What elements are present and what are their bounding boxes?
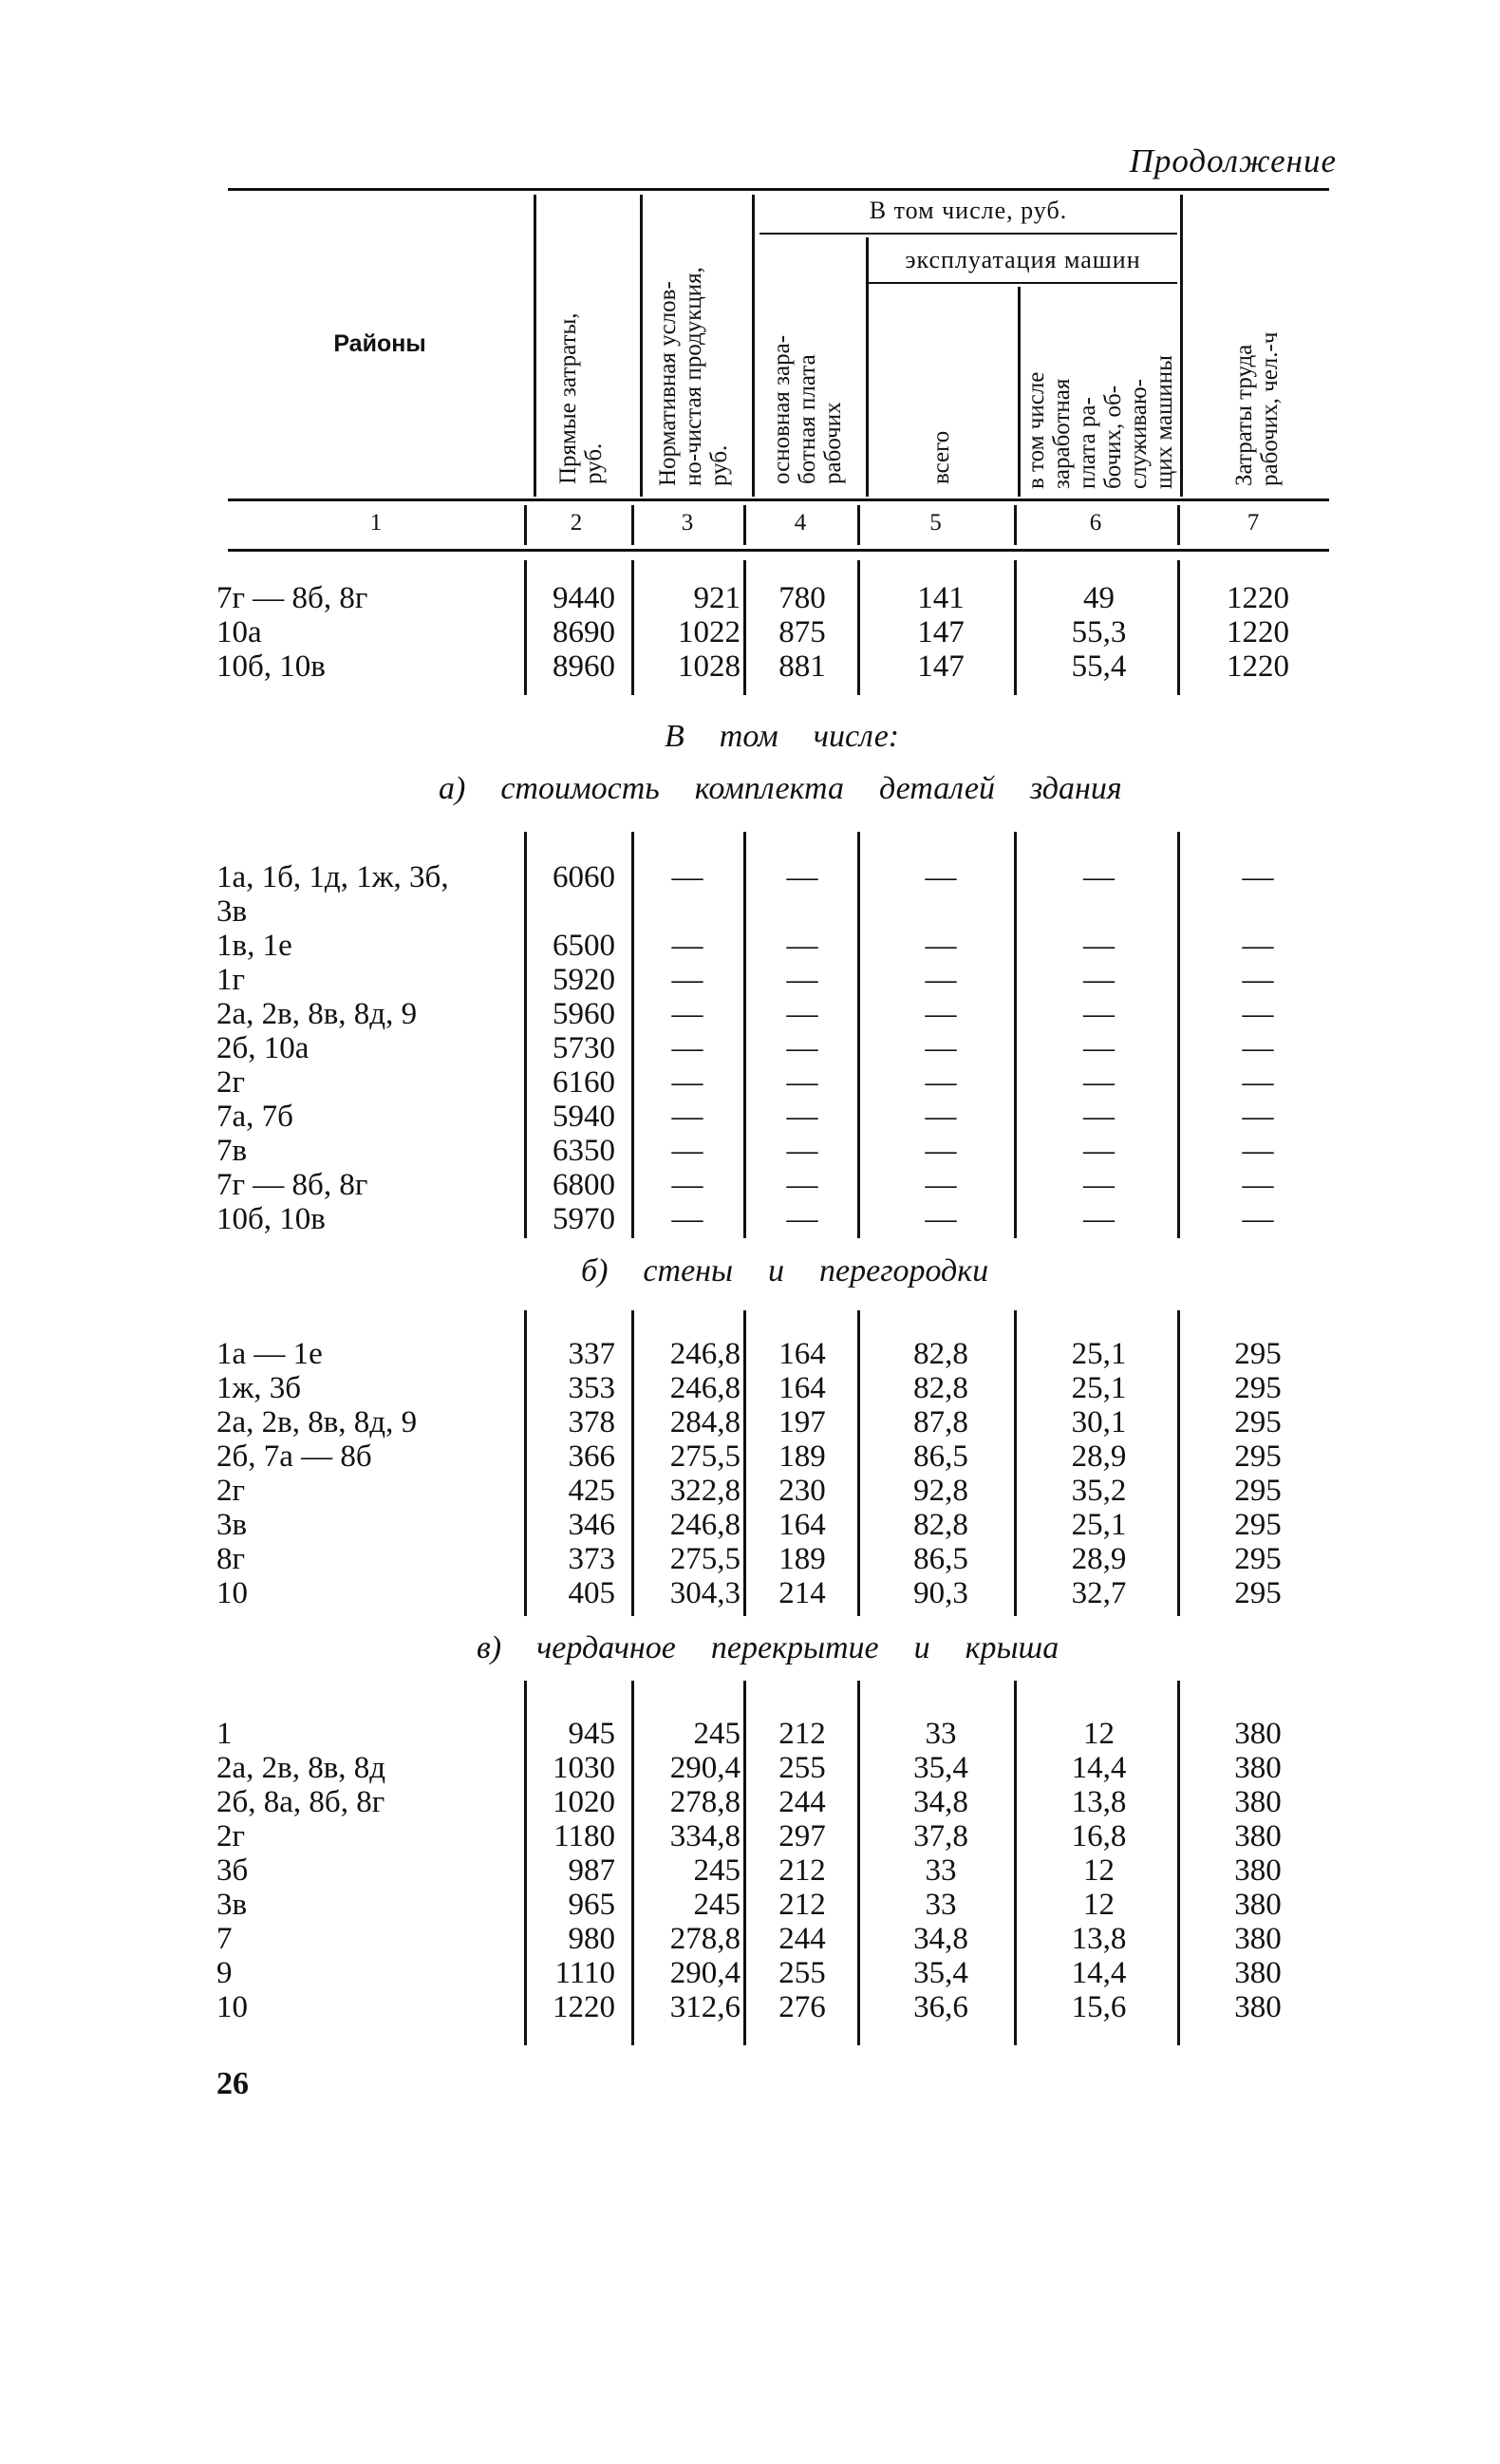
cell-c2: 5730 [553, 1031, 615, 1065]
row-label: 3в [216, 1888, 248, 1922]
colnum-vline [1177, 505, 1180, 545]
row-label: 1ж, 3б [216, 1371, 302, 1405]
cell-c3: 275,5 [669, 1542, 741, 1576]
cell-c6: 12 [1083, 1888, 1115, 1922]
empty-dash: — [925, 1202, 957, 1236]
column-vline [1014, 1681, 1017, 2045]
row-label: 2г [216, 1819, 246, 1853]
cell-c3: 921 [693, 581, 741, 615]
cell-c4: 212 [778, 1853, 826, 1888]
cell-c5: 35,4 [913, 1956, 968, 1990]
empty-dash: — [925, 1065, 957, 1100]
row-label: 1а — 1е [216, 1337, 323, 1371]
row-label: 2б, 7а — 8б [216, 1439, 372, 1474]
column-number: 7 [1247, 510, 1260, 536]
row-label: 2б, 10а [216, 1031, 309, 1065]
empty-dash: — [925, 860, 957, 894]
cell-c6: 55,3 [1071, 615, 1127, 649]
colnum-vline [631, 505, 634, 545]
cell-c2: 425 [568, 1474, 615, 1508]
column-vline [1177, 832, 1180, 1238]
cell-c7: 295 [1234, 1576, 1282, 1610]
cell-c4: 189 [778, 1542, 826, 1576]
header-vline [1180, 195, 1183, 497]
header-raiony: Районы [333, 330, 426, 357]
cell-c2: 1180 [553, 1819, 615, 1853]
empty-dash: — [925, 1134, 957, 1168]
cell-c4: 197 [778, 1405, 826, 1439]
cell-c6: 35,2 [1071, 1474, 1127, 1508]
cell-c2: 980 [568, 1922, 615, 1956]
empty-dash: — [671, 963, 703, 997]
cell-c7: 380 [1234, 1990, 1282, 2024]
empty-dash: — [671, 929, 703, 963]
row-label: 2а, 2в, 8в, 8д [216, 1751, 386, 1785]
cell-c5: 86,5 [913, 1439, 968, 1474]
empty-dash: — [1242, 1202, 1274, 1236]
row-label: 2а, 2в, 8в, 8д, 9 [216, 997, 418, 1031]
column-number: 6 [1089, 510, 1102, 536]
empty-dash: — [1083, 997, 1115, 1031]
cell-c5: 147 [917, 615, 965, 649]
cell-c5: 87,8 [913, 1405, 968, 1439]
empty-dash: — [1242, 997, 1274, 1031]
cell-c6: 25,1 [1071, 1508, 1127, 1542]
row-label: 2а, 2в, 8в, 8д, 9 [216, 1405, 418, 1439]
ekspl-rule [869, 282, 1177, 284]
column-number: 3 [681, 510, 694, 536]
empty-dash: — [1083, 860, 1115, 894]
cell-c3: 304,3 [669, 1576, 741, 1610]
column-number: 1 [369, 510, 383, 536]
row-label: 9 [216, 1956, 233, 1990]
cell-c3: 312,6 [669, 1990, 741, 2024]
empty-dash: — [1083, 1031, 1115, 1065]
cell-c2: 6350 [553, 1134, 615, 1168]
cell-c2: 378 [568, 1405, 615, 1439]
cell-c2: 5970 [553, 1202, 615, 1236]
cell-c7: 295 [1234, 1508, 1282, 1542]
page-number: 26 [216, 2066, 249, 2101]
cell-c5: 147 [917, 649, 965, 684]
cell-c6: 12 [1083, 1717, 1115, 1751]
cell-c3: 245 [693, 1717, 741, 1751]
row-label: 3в [216, 894, 248, 929]
row-label: 7в [216, 1134, 248, 1168]
cell-c2: 8960 [553, 649, 615, 684]
empty-dash: — [1083, 963, 1115, 997]
column-vline [857, 1310, 860, 1616]
cell-c7: 295 [1234, 1371, 1282, 1405]
cell-c4: 164 [778, 1508, 826, 1542]
row-label: 7г — 8б, 8г [216, 1168, 368, 1202]
cell-c7: 380 [1234, 1785, 1282, 1819]
empty-dash: — [925, 1168, 957, 1202]
row-label: 10 [216, 1990, 248, 2024]
cell-c5: 82,8 [913, 1337, 968, 1371]
empty-dash: — [1083, 1100, 1115, 1134]
cell-c2: 945 [568, 1717, 615, 1751]
row-label: 3в [216, 1508, 248, 1542]
cell-c6: 12 [1083, 1853, 1115, 1888]
cell-c5: 34,8 [913, 1922, 968, 1956]
column-vline [1014, 560, 1017, 695]
header-col5: всего [928, 430, 954, 484]
column-vline [1014, 832, 1017, 1238]
column-vline [743, 1681, 746, 2045]
cell-c5: 86,5 [913, 1542, 968, 1576]
header-vline [534, 195, 536, 497]
subtotal-heading: В том числе: [665, 719, 900, 754]
header-vline [1018, 287, 1021, 497]
empty-dash: — [1242, 860, 1274, 894]
cell-c3: 334,8 [669, 1819, 741, 1853]
empty-dash: — [786, 929, 818, 963]
empty-dash: — [1242, 963, 1274, 997]
cell-c7: 380 [1234, 1819, 1282, 1853]
cell-c2: 405 [568, 1576, 615, 1610]
header-v-tom-chisle: В том числе, руб. [869, 197, 1068, 224]
cell-c2: 373 [568, 1542, 615, 1576]
empty-dash: — [1242, 1168, 1274, 1202]
empty-dash: — [671, 1100, 703, 1134]
cell-c2: 6060 [553, 860, 615, 894]
header-ekspl: эксплуатация машин [905, 246, 1141, 273]
cell-c3: 278,8 [669, 1785, 741, 1819]
cell-c2: 5920 [553, 963, 615, 997]
row-label: 3б [216, 1853, 249, 1888]
column-vline [857, 1681, 860, 2045]
column-vline [743, 1310, 746, 1616]
cell-c6: 28,9 [1071, 1542, 1127, 1576]
cell-c6: 49 [1083, 581, 1115, 615]
cell-c2: 1030 [553, 1751, 615, 1785]
cell-c6: 14,4 [1071, 1956, 1127, 1990]
cell-c4: 255 [778, 1751, 826, 1785]
row-label: 1в, 1е [216, 929, 292, 963]
section-a-title: а) стоимость комплекта деталей здания [439, 771, 1122, 806]
empty-dash: — [786, 860, 818, 894]
column-vline [857, 832, 860, 1238]
cell-c7: 1220 [1227, 615, 1289, 649]
row-label: 10б, 10в [216, 649, 326, 684]
cell-c4: 230 [778, 1474, 826, 1508]
header-col4: основная зара- ботная плата рабочих [769, 334, 846, 484]
cell-c2: 366 [568, 1439, 615, 1474]
cell-c3: 275,5 [669, 1439, 741, 1474]
colnum-bottom-rule [228, 549, 1329, 552]
cell-c5: 92,8 [913, 1474, 968, 1508]
cell-c5: 34,8 [913, 1785, 968, 1819]
empty-dash: — [786, 1031, 818, 1065]
column-number: 4 [794, 510, 807, 536]
cell-c5: 33 [925, 1888, 957, 1922]
colnum-vline [1014, 505, 1017, 545]
empty-dash: — [671, 1202, 703, 1236]
cell-c7: 380 [1234, 1956, 1282, 1990]
row-label: 7а, 7б [216, 1100, 293, 1134]
cell-c3: 278,8 [669, 1922, 741, 1956]
cell-c7: 295 [1234, 1439, 1282, 1474]
cell-c2: 9440 [553, 581, 615, 615]
cell-c2: 6500 [553, 929, 615, 963]
column-vline [1177, 1681, 1180, 2045]
empty-dash: — [671, 997, 703, 1031]
column-number: 2 [570, 510, 583, 536]
row-label: 2б, 8а, 8б, 8г [216, 1785, 385, 1819]
empty-dash: — [786, 963, 818, 997]
colnum-vline [743, 505, 746, 545]
row-label: 10а [216, 615, 262, 649]
empty-dash: — [1242, 1134, 1274, 1168]
cell-c3: 284,8 [669, 1405, 741, 1439]
cell-c5: 82,8 [913, 1371, 968, 1405]
cell-c6: 16,8 [1071, 1819, 1127, 1853]
colnum-vline [524, 505, 527, 545]
cell-c3: 290,4 [669, 1751, 741, 1785]
cell-c4: 875 [778, 615, 826, 649]
header-bottom-rule [228, 498, 1329, 501]
empty-dash: — [786, 1202, 818, 1236]
cell-c4: 212 [778, 1717, 826, 1751]
cell-c2: 5960 [553, 997, 615, 1031]
empty-dash: — [786, 1168, 818, 1202]
empty-dash: — [1242, 1065, 1274, 1100]
cell-c5: 37,8 [913, 1819, 968, 1853]
cell-c4: 297 [778, 1819, 826, 1853]
column-number: 5 [929, 510, 942, 536]
cell-c6: 13,8 [1071, 1922, 1127, 1956]
cell-c5: 36,6 [913, 1990, 968, 2024]
empty-dash: — [925, 963, 957, 997]
empty-dash: — [1242, 1100, 1274, 1134]
empty-dash: — [925, 929, 957, 963]
cell-c6: 28,9 [1071, 1439, 1127, 1474]
empty-dash: — [925, 997, 957, 1031]
cell-c7: 295 [1234, 1337, 1282, 1371]
cell-c6: 14,4 [1071, 1751, 1127, 1785]
cell-c7: 295 [1234, 1542, 1282, 1576]
empty-dash: — [671, 1168, 703, 1202]
cell-c4: 780 [778, 581, 826, 615]
cell-c7: 380 [1234, 1853, 1282, 1888]
cell-c4: 255 [778, 1956, 826, 1990]
cell-c6: 25,1 [1071, 1371, 1127, 1405]
cell-c3: 246,8 [669, 1371, 741, 1405]
empty-dash: — [786, 1065, 818, 1100]
empty-dash: — [1242, 1031, 1274, 1065]
row-label: 7 [216, 1922, 233, 1956]
empty-dash: — [671, 1065, 703, 1100]
column-vline [1177, 1310, 1180, 1616]
row-label: 1г [216, 963, 246, 997]
empty-dash: — [1083, 929, 1115, 963]
empty-dash: — [925, 1100, 957, 1134]
cell-c7: 380 [1234, 1751, 1282, 1785]
cell-c7: 295 [1234, 1405, 1282, 1439]
cell-c2: 346 [568, 1508, 615, 1542]
cell-c4: 214 [778, 1576, 826, 1610]
cell-c7: 380 [1234, 1717, 1282, 1751]
cell-c3: 245 [693, 1853, 741, 1888]
cell-c3: 246,8 [669, 1337, 741, 1371]
row-label: 10 [216, 1576, 248, 1610]
cell-c6: 13,8 [1071, 1785, 1127, 1819]
cell-c6: 32,7 [1071, 1576, 1127, 1610]
cell-c2: 5940 [553, 1100, 615, 1134]
cell-c2: 1220 [553, 1990, 615, 2024]
empty-dash: — [1083, 1134, 1115, 1168]
column-vline [857, 560, 860, 695]
empty-dash: — [1083, 1065, 1115, 1100]
row-label: 2г [216, 1474, 246, 1508]
cell-c5: 35,4 [913, 1751, 968, 1785]
cell-c2: 987 [568, 1853, 615, 1888]
section-c-title: в) чердачное перекрытие и крыша [477, 1630, 1059, 1665]
header-vline [752, 195, 755, 497]
cell-c2: 353 [568, 1371, 615, 1405]
cell-c5: 90,3 [913, 1576, 968, 1610]
cell-c3: 1028 [678, 649, 741, 684]
cell-c4: 164 [778, 1337, 826, 1371]
cell-c5: 33 [925, 1853, 957, 1888]
cell-c3: 290,4 [669, 1956, 741, 1990]
empty-dash: — [786, 997, 818, 1031]
empty-dash: — [925, 1031, 957, 1065]
cell-c4: 276 [778, 1990, 826, 2024]
cell-c6: 25,1 [1071, 1337, 1127, 1371]
cell-c6: 15,6 [1071, 1990, 1127, 2024]
row-label: 2г [216, 1065, 246, 1100]
empty-dash: — [671, 1031, 703, 1065]
cell-c7: 295 [1234, 1474, 1282, 1508]
empty-dash: — [786, 1134, 818, 1168]
empty-dash: — [671, 860, 703, 894]
cell-c3: 1022 [678, 615, 741, 649]
cell-c5: 82,8 [913, 1508, 968, 1542]
header-col6: в том числе заработная плата ра- бочих, об- служиваю- щих машины [1023, 355, 1177, 489]
column-vline [1014, 1310, 1017, 1616]
cell-c7: 1220 [1227, 581, 1289, 615]
cell-c2: 1110 [554, 1956, 615, 1990]
cell-c3: 246,8 [669, 1508, 741, 1542]
header-vline [640, 195, 643, 497]
cell-c2: 965 [568, 1888, 615, 1922]
cell-c6: 30,1 [1071, 1405, 1127, 1439]
cell-c3: 245 [693, 1888, 741, 1922]
header-col3: Нормативная услов- но-чистая продукция, руб. [655, 267, 732, 486]
cell-c3: 322,8 [669, 1474, 741, 1508]
row-label: 8г [216, 1542, 246, 1576]
cell-c6: 55,4 [1071, 649, 1127, 684]
column-vline [743, 560, 746, 695]
cell-c5: 33 [925, 1717, 957, 1751]
column-vline [743, 832, 746, 1238]
cell-c2: 6160 [553, 1065, 615, 1100]
cell-c2: 1020 [553, 1785, 615, 1819]
header-col7: Затраты труда рабочих, чел.-ч [1231, 331, 1283, 486]
header-col2: Прямые затраты, руб. [555, 312, 607, 484]
cell-c7: 1220 [1227, 649, 1289, 684]
cell-c4: 189 [778, 1439, 826, 1474]
cell-c5: 141 [917, 581, 965, 615]
cell-c2: 337 [568, 1337, 615, 1371]
empty-dash: — [671, 1134, 703, 1168]
colnum-vline [857, 505, 860, 545]
cell-c4: 244 [778, 1922, 826, 1956]
section-b-title: б) стены и перегородки [581, 1253, 989, 1288]
cell-c4: 164 [778, 1371, 826, 1405]
v-tom-chisle-rule [759, 233, 1177, 235]
cell-c2: 8690 [553, 615, 615, 649]
empty-dash: — [1242, 929, 1274, 963]
cell-c4: 881 [778, 649, 826, 684]
cell-c7: 380 [1234, 1888, 1282, 1922]
empty-dash: — [786, 1100, 818, 1134]
empty-dash: — [1083, 1202, 1115, 1236]
empty-dash: — [1083, 1168, 1115, 1202]
row-label: 1а, 1б, 1д, 1ж, 3б, [216, 860, 449, 894]
column-vline [1177, 560, 1180, 695]
row-label: 10б, 10в [216, 1202, 326, 1236]
cell-c4: 244 [778, 1785, 826, 1819]
continuation-label: Продолжение [1129, 142, 1337, 179]
cell-c7: 380 [1234, 1922, 1282, 1956]
cell-c2: 6800 [553, 1168, 615, 1202]
row-label: 1 [216, 1717, 233, 1751]
cell-c4: 212 [778, 1888, 826, 1922]
row-label: 7г — 8б, 8г [216, 581, 368, 615]
